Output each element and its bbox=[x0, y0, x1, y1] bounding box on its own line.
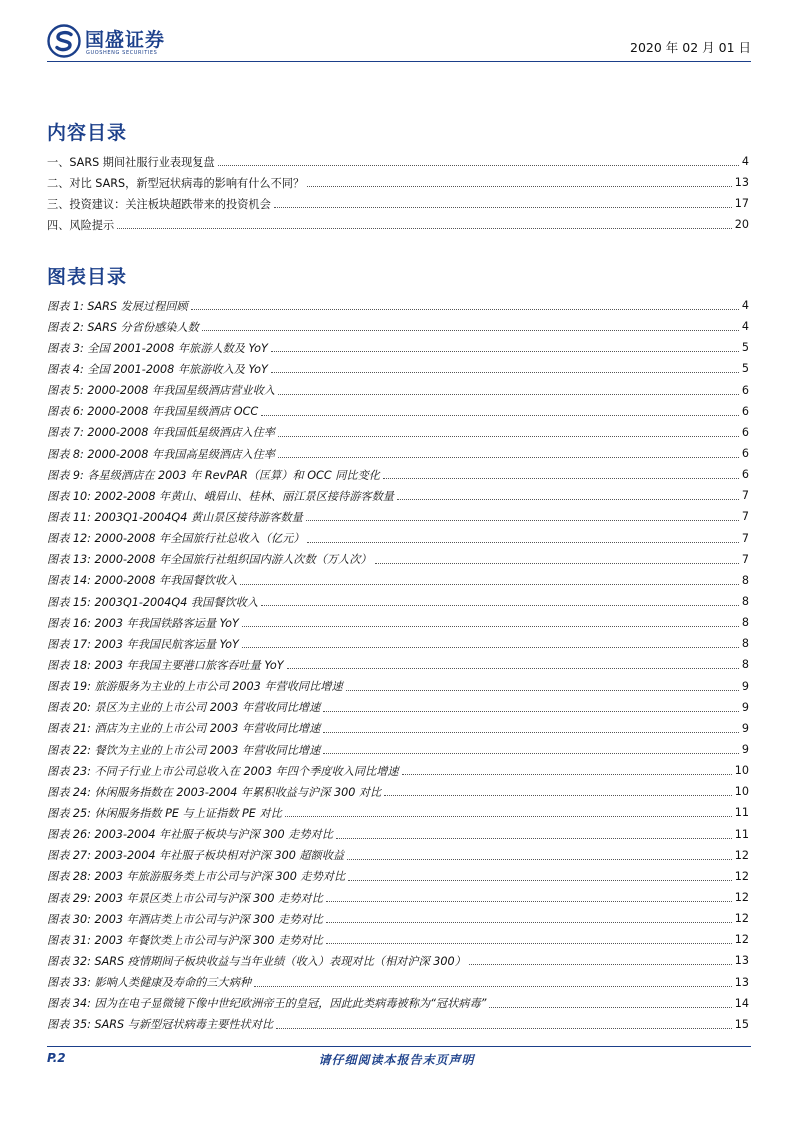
figure-item[interactable]: 图表 13: 2000-2008 年全国旅行社组织国内游人次数（万人次） 7 bbox=[47, 552, 749, 567]
figure-item[interactable]: 图表 30: 2003 年酒店类上市公司与沪深 300 走势对比 12 bbox=[47, 912, 749, 926]
figure-item[interactable]: 图表 6: 2000-2008 年我国星级酒店 OCC 6 bbox=[47, 404, 749, 419]
figure-item[interactable]: 图表 16: 2003 年我国铁路客运量 YoY 8 bbox=[47, 616, 749, 630]
figure-item[interactable]: 图表 5: 2000-2008 年我国星级酒店营业收入 6 bbox=[47, 383, 749, 398]
footer-page-number: P.2 bbox=[47, 1051, 66, 1065]
page-header bbox=[47, 22, 751, 62]
figure-item[interactable]: 图表 33: 影响人类健康及寿命的三大病种 13 bbox=[47, 975, 749, 990]
report-date: 2020 年 02 月 01 日 bbox=[630, 40, 751, 55]
figure-item[interactable]: 图表 25: 休闲服务指数 PE 与上证指数 PE 对比 11 bbox=[47, 806, 749, 820]
figure-item[interactable]: 图表 4: 全国 2001-2008 年旅游收入及 YoY 5 bbox=[47, 362, 749, 376]
logo-mark-icon bbox=[47, 24, 81, 58]
figure-item[interactable]: 图表 3: 全国 2001-2008 年旅游人数及 YoY 5 bbox=[47, 341, 749, 355]
footer-divider bbox=[47, 1046, 751, 1047]
figure-item[interactable]: 图表 19: 旅游服务为主业的上市公司 2003 年营收同比增速 9 bbox=[47, 679, 749, 694]
toc-item[interactable]: 四、风险提示 20 bbox=[47, 218, 749, 232]
figure-item[interactable]: 图表 7: 2000-2008 年我国低星级酒店入住率 6 bbox=[47, 425, 749, 440]
figure-item[interactable]: 图表 29: 2003 年景区类上市公司与沪深 300 走势对比 12 bbox=[47, 891, 749, 905]
figure-item[interactable]: 图表 24: 休闲服务指数在 2003-2004 年累积收益与沪深 300 对比 10 bbox=[47, 785, 749, 799]
figure-item[interactable]: 图表 11: 2003Q1-2004Q4 黄山景区接待游客数量 7 bbox=[47, 510, 749, 524]
figure-item[interactable]: 图表 12: 2000-2008 年全国旅行社总收入（亿元） 7 bbox=[47, 531, 749, 546]
toc-title: 内容目录 bbox=[47, 122, 128, 144]
figure-item[interactable]: 图表 28: 2003 年旅游服务类上市公司与沪深 300 走势对比 12 bbox=[47, 869, 749, 884]
figure-item[interactable]: 图表 17: 2003 年我国民航客运量 YoY 8 bbox=[47, 637, 749, 651]
figure-item[interactable]: 图表 2: SARS 分省份感染人数 4 bbox=[47, 320, 749, 334]
figure-item[interactable]: 图表 18: 2003 年我国主要港口旅客吞吐量 YoY 8 bbox=[47, 658, 749, 672]
logo-chinese-name: 国盛证券 bbox=[85, 29, 166, 51]
figure-item[interactable]: 图表 10: 2002-2008 年黄山、峨眉山、桂林、丽江景区接待游客数量 7 bbox=[47, 489, 749, 503]
figure-item[interactable]: 图表 9: 各星级酒店在 2003 年 RevPAR（匡算）和 OCC 同比变化 6 bbox=[47, 468, 749, 482]
toc-item[interactable]: 一、SARS 期间社服行业表现复盘 4 bbox=[47, 155, 749, 169]
figure-item[interactable]: 图表 27: 2003-2004 年社服子板块相对沪深 300 超额收益 12 bbox=[47, 848, 749, 863]
figure-item[interactable]: 图表 15: 2003Q1-2004Q4 我国餐饮收入 8 bbox=[47, 595, 749, 609]
figure-item[interactable]: 图表 21: 酒店为主业的上市公司 2003 年营收同比增速 9 bbox=[47, 721, 749, 736]
figure-item[interactable]: 图表 32: SARS 疫情期间子板块收益与当年业绩（收入）表现对比（相对沪深 300） 13 bbox=[47, 954, 749, 968]
toc-list bbox=[47, 151, 749, 235]
figure-item[interactable]: 图表 26: 2003-2004 年社服子板块与沪深 300 走势对比 11 bbox=[47, 827, 749, 842]
figure-item[interactable]: 图表 23: 不同子行业上市公司总收入在 2003 年四个季度收入同比增速 10 bbox=[47, 764, 749, 778]
figures-title: 图表目录 bbox=[47, 266, 128, 288]
figure-item[interactable]: 图表 22: 餐饮为主业的上市公司 2003 年营收同比增速 9 bbox=[47, 743, 749, 757]
figure-item[interactable]: 图表 8: 2000-2008 年我国高星级酒店入住率 6 bbox=[47, 447, 749, 461]
figure-item[interactable]: 图表 20: 景区为主业的上市公司 2003 年营收同比增速 9 bbox=[47, 700, 749, 715]
toc-item[interactable]: 二、对比 SARS，新型冠状病毒的影响有什么不同？ 13 bbox=[47, 176, 749, 190]
figures-list bbox=[47, 295, 749, 1035]
figure-item[interactable]: 图表 35: SARS 与新型冠状病毒主要性状对比 15 bbox=[47, 1017, 749, 1032]
footer-disclaimer-note: 请仔细阅读本报告末页声明 bbox=[318, 1053, 475, 1067]
figure-item[interactable]: 图表 14: 2000-2008 年我国餐饮收入 8 bbox=[47, 573, 749, 588]
toc-item[interactable]: 三、投资建议：关注板块超跌带来的投资机会 17 bbox=[47, 197, 749, 211]
figure-item[interactable]: 图表 1: SARS 发展过程回顾 4 bbox=[47, 299, 749, 313]
figure-item[interactable]: 图表 31: 2003 年餐饮类上市公司与沪深 300 走势对比 12 bbox=[47, 933, 749, 947]
logo-english-name: GUOSHENG SECURITIES bbox=[86, 50, 158, 56]
company-logo bbox=[47, 24, 207, 60]
figure-item[interactable]: 图表 34: 因为在电子显微镜下像中世纪欧洲帝王的皇冠，因此此类病毒被称为“冠状病毒” 14 bbox=[47, 996, 749, 1011]
header-divider bbox=[47, 61, 751, 62]
